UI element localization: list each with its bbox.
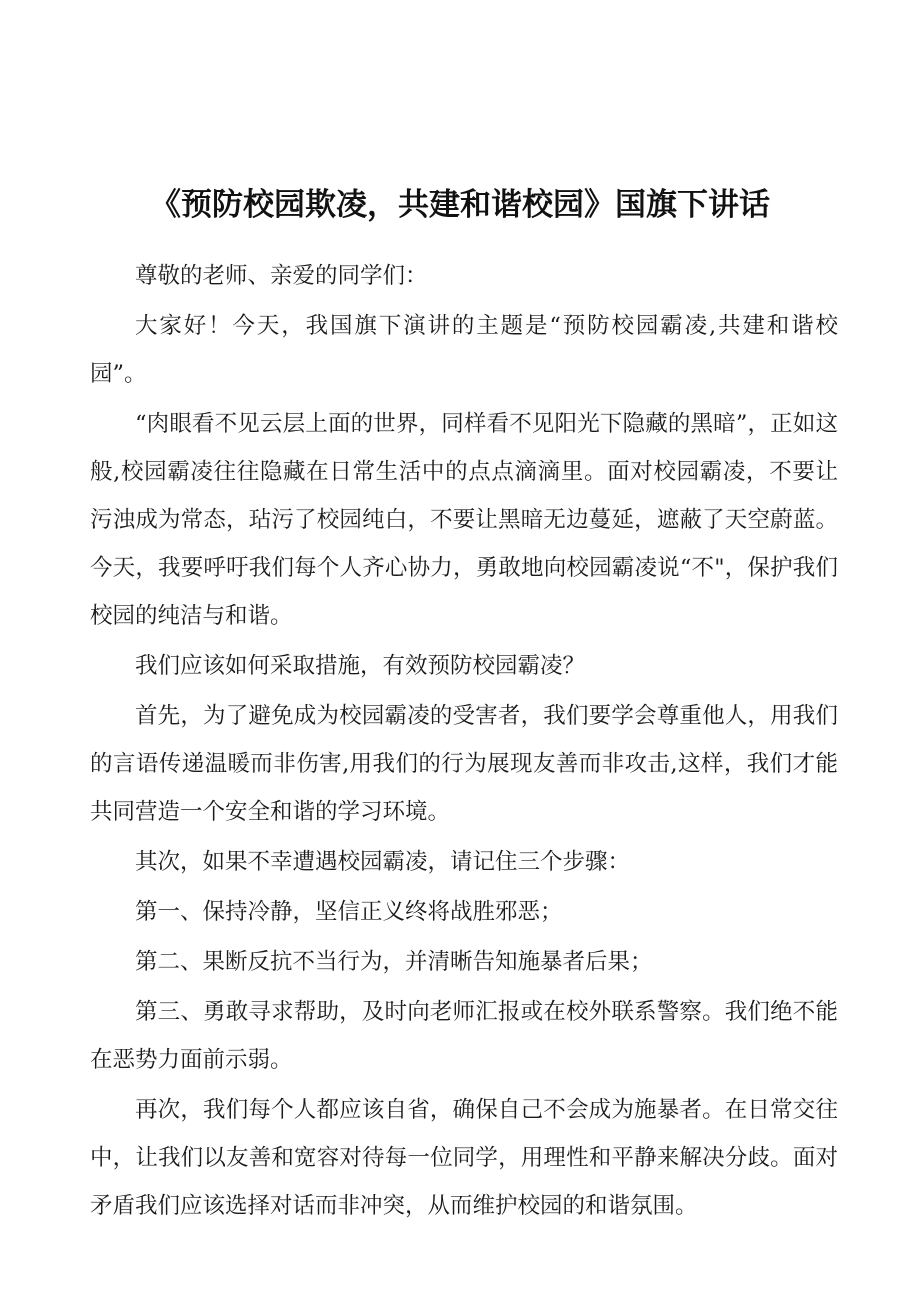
paragraph-third: 再次，我们每个人都应该自省，确保自己不会成为施暴者。在日常交往中，让我们以友善和宽容对待每一位同学，用理性和平静来解决分歧。面对矛盾我们应该选择对话而非冲突，从而维护校园的和谐氛围。 xyxy=(90,1097,838,1219)
paragraph-quote: “肉眼看不见云层上面的世界，同样看不见阳光下隐藏的黑暗”，正如这般,校园霸凌往往隐藏在日常生活中的点点滴滴里。面对校园霸凌，不要让污浊成为常态，玷污了校园纯白，不要让黑暗无边蔓延，遮蔽了天空蔚蓝。今天，我要呼吁我们每个人齐心协力，勇敢地向校园霸凌说“不"，保护我们校园的纯洁与和谐。 xyxy=(90,411,838,629)
paragraph-step-one: 第一、保持冷静，坚信正义终将战胜邪恶； xyxy=(135,899,563,925)
paragraph-step-two: 第二、果断反抗不当行为，并清晰告知施暴者后果； xyxy=(135,949,653,975)
document-body xyxy=(90,252,838,1232)
paragraph-step-three: 第三、勇敢寻求帮助，及时向老师汇报或在校外联系警察。我们绝不能在恶势力面前示弱。 xyxy=(90,999,838,1073)
document-title: 《预防校园欺凌，共建和谐校园》国旗下讲话 xyxy=(150,186,770,223)
paragraph-greeting: 尊敬的老师、亲爱的同学们： xyxy=(135,263,428,289)
paragraph-intro: 大家好！今天，我国旗下演讲的主题是“预防校园霸凌,共建和谐校园”。 xyxy=(90,313,838,387)
paragraph-question: 我们应该如何采取措施，有效预防校园霸凌？ xyxy=(135,653,586,679)
paragraph-first: 首先，为了避免成为校园霸凌的受害者，我们要学会尊重他人，用我们的言语传递温暖而非伤害,用我们的行为展现友善而非攻击,这样，我们才能共同营造一个安全和谐的学习环境。 xyxy=(90,703,838,825)
paragraph-second: 其次，如果不幸遭遇校园霸凌，请记住三个步骤： xyxy=(135,849,631,875)
